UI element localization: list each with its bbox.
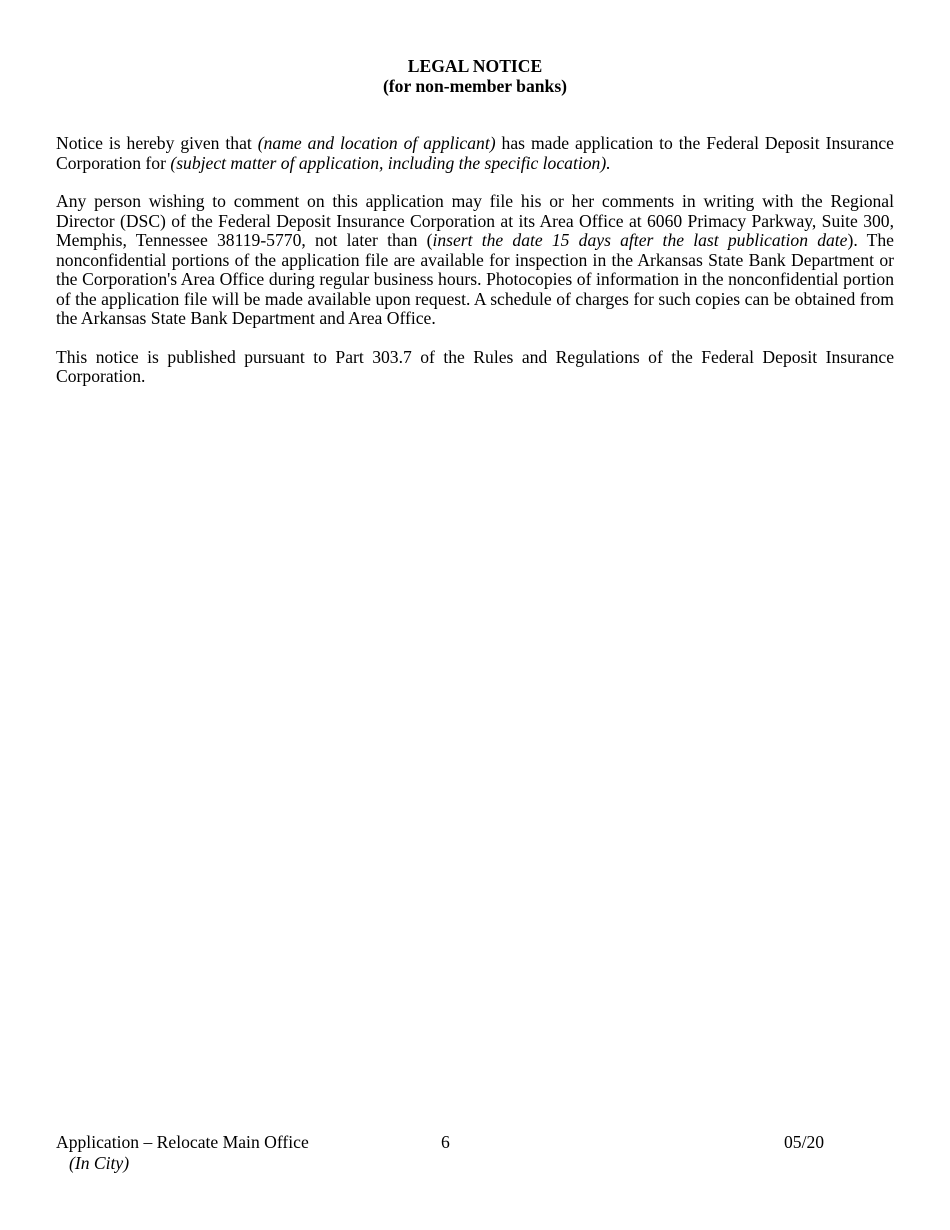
paragraph-2-text-b: ). The nonconfidential portions of the application file are available for inspection in the Arkansas State Bank Department or the Corporation's Area Office during regular business hours. Photocopies of information in the nonconfidential portion of the application file will be made available upon request. A schedule of charges for such copies can be obtained from the Arkansas State Bank Department and Area Office.	[56, 230, 894, 328]
paragraph-2-text-a: Any person wishing to comment on this application may file his or her comments in writing with the Regional Director (DSC) of the Federal Deposit Insurance Corporation at its Area Office at 6060 Primacy Parkway, Suite 300, Memphis, Tennessee 38119-5770, not later than (	[56, 191, 894, 250]
paragraph-comment-instructions	[56, 192, 894, 329]
paragraph-notice-given	[56, 134, 894, 173]
footer-document-title: Application – Relocate Main Office	[56, 1132, 309, 1152]
footer-page-number: 6	[441, 1132, 450, 1152]
placeholder-subject-matter: (subject matter of application, including the specific location).	[170, 152, 611, 173]
paragraph-publication-basis: This notice is published pursuant to Part 303.7 of the Rules and Regulations of the Federal Deposit Insurance Corporation.	[56, 346, 894, 386]
paragraph-1-text-b: has made application to the Federal Deposit Insurance Corporation for	[56, 133, 894, 173]
notice-title: LEGAL NOTICE	[407, 56, 543, 76]
placeholder-date: insert the date 15 days after the last publication date	[432, 230, 848, 250]
footer-date: 05/20	[784, 1132, 825, 1152]
notice-subtitle: (for non-member banks)	[382, 76, 568, 96]
footer-document-subtitle: (In City)	[69, 1153, 130, 1173]
placeholder-applicant: (name and location of applicant)	[257, 133, 496, 153]
document-page	[56, 56, 894, 387]
paragraph-1-text-a: Notice is hereby given that	[56, 133, 258, 153]
